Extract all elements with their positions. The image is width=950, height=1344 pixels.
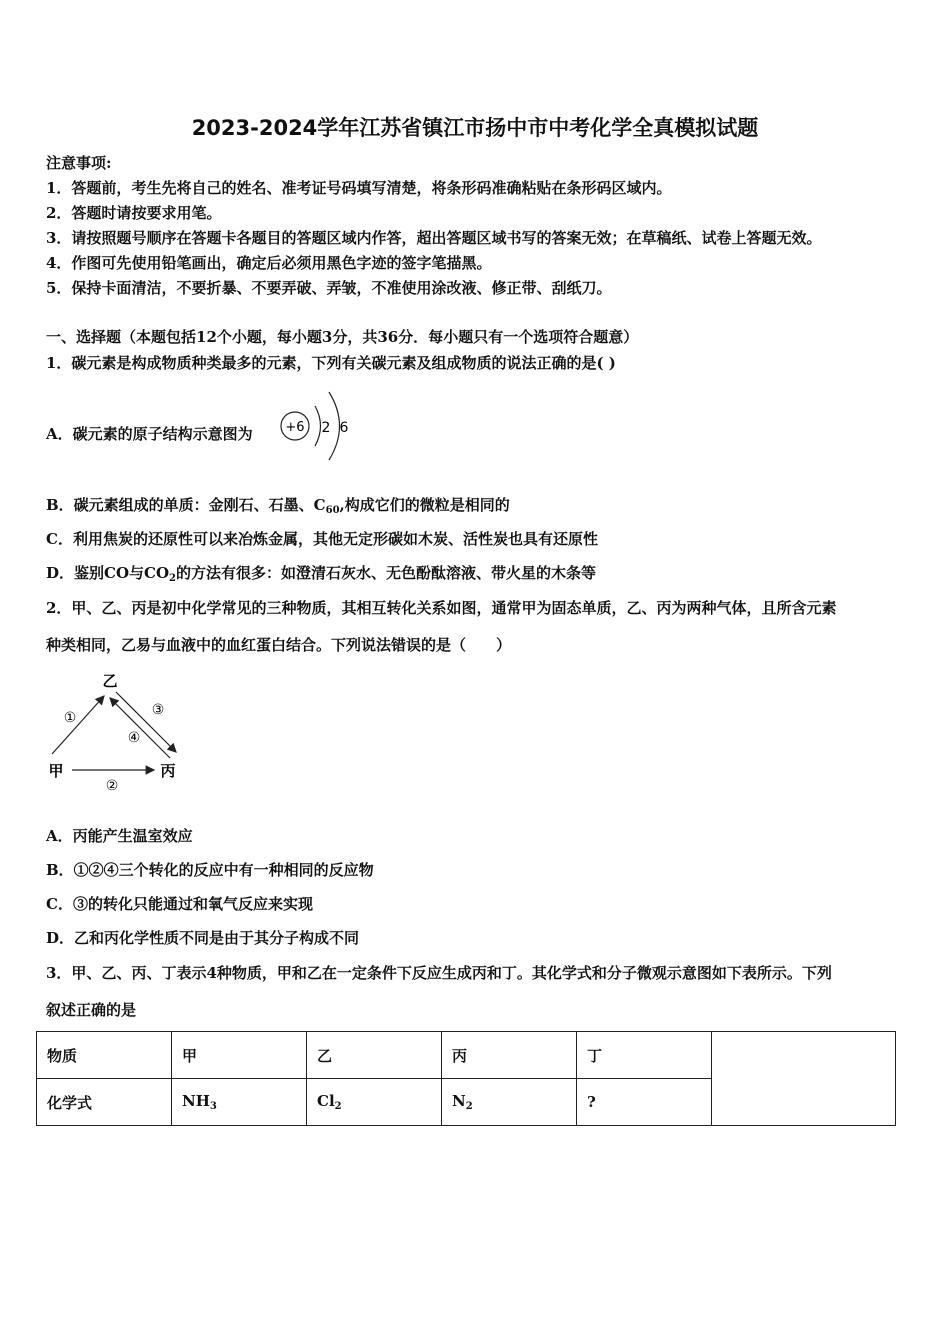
q2-stem-line2: 种类相同，乙易与血液中的血红蛋白结合。下列说法错误的是（ ） <box>46 636 512 654</box>
notice-item: 5．保持卡面清洁，不要折暴、不要弄破、弄皱，不准使用涂改液、修正带、刮纸刀。 <box>46 279 612 297</box>
q3-stem-line1: 3．甲、乙、丙、丁表示4种物质，甲和乙在一定条件下反应生成丙和丁。其化学式和分子微观示意图如下表所示。下列 <box>46 964 832 982</box>
label-3: ③ <box>151 702 165 718</box>
table-cell: 丙 <box>442 1032 577 1079</box>
q1-option-d <box>46 562 596 584</box>
formula: Cl <box>317 1092 335 1110</box>
q1-option-a: A．碳元素的原子结构示意图为 <box>46 425 253 443</box>
section-heading: 一、选择题（本题包括12个小题，每小题3分，共36分．每小题只有一个选项符合题意） <box>46 328 639 346</box>
table-cell: 化学式 <box>37 1079 172 1126</box>
formula-subscript: 3 <box>209 1101 217 1112</box>
formula: NH <box>182 1092 210 1110</box>
table-row <box>37 1032 896 1079</box>
q1-d-subscript: 2 <box>169 573 176 584</box>
table-cell: 物质 <box>37 1032 172 1079</box>
table-cell: 丁 <box>577 1032 712 1079</box>
q2-option-c: C．③的转化只能通过和氧气反应来实现 <box>46 895 313 913</box>
q1-b-subscript: 60 <box>325 505 340 516</box>
shell1-count: 2 <box>321 420 331 436</box>
carbon-atom-diagram <box>278 384 358 466</box>
notice-item: 4．作图可先使用铅笔画出，确定后必须用黑色字迹的签字笔描黑。 <box>46 254 492 272</box>
substance-table <box>36 1031 896 1126</box>
q1-b-text: B．碳元素组成的单质：金刚石、石墨、C <box>46 496 326 514</box>
arrow-3 <box>116 692 176 752</box>
q3-stem-line2: 叙述正确的是 <box>46 1001 137 1019</box>
table-cell <box>442 1079 577 1126</box>
q1-d-text-end: 的方法有很多：如澄清石灰水、无色酚酞溶液、带火星的木条等 <box>176 564 597 582</box>
page-title: 2023-2024学年江苏省镇江市扬中市中考化学全真模拟试题 <box>191 116 759 140</box>
formula-subscript: 2 <box>334 1101 342 1112</box>
electron-shell-2 <box>329 392 340 460</box>
table-cell: 甲 <box>172 1032 307 1079</box>
node-bing: 丙 <box>160 762 176 780</box>
table-cell: ? <box>577 1079 712 1126</box>
conversion-diagram <box>44 668 194 798</box>
notice-item: 1．答题前，考生先将自己的姓名、准考证号码填写清楚，将条形码准确粘贴在条形码区域内。 <box>46 179 672 197</box>
q1-option-b <box>46 494 510 516</box>
table-cell <box>172 1079 307 1126</box>
label-1: ① <box>63 710 77 726</box>
q2-option-b: B．①②④三个转化的反应中有一种相同的反应物 <box>46 861 374 879</box>
notice-item: 3．请按照题号顺序在答题卡各题目的答题区域内作答，超出答题区域书写的答案无效；在草稿纸、试卷上答题无效。 <box>46 229 822 247</box>
table-cell: 乙 <box>307 1032 442 1079</box>
table-cell <box>307 1079 442 1126</box>
shell2-count: 6 <box>339 420 349 436</box>
q1-d-text: D．鉴别CO与CO <box>46 564 170 582</box>
notice-item: 2．答题时请按要求用笔。 <box>46 204 222 222</box>
node-yi: 乙 <box>102 672 118 690</box>
q1-stem: 1．碳元素是构成物质种类最多的元素，下列有关碳元素及组成物质的说法正确的是( ) <box>46 354 616 372</box>
label-4: ④ <box>127 730 141 746</box>
notice-heading: 注意事项: <box>46 154 112 172</box>
q1-option-c: C．利用焦炭的还原性可以来冶炼金属，其他无定形碳如木炭、活性炭也具有还原性 <box>46 530 598 548</box>
q2-option-d: D．乙和丙化学性质不同是由于其分子构成不同 <box>46 929 360 947</box>
node-jia: 甲 <box>48 762 64 780</box>
q2-stem-line1: 2．甲、乙、丙是初中化学常见的三种物质，其相互转化关系如图，通常甲为固态单质，乙、丙为两种气体，且所含元素 <box>46 599 837 617</box>
q1-b-text-end: ,构成它们的微粒是相同的 <box>339 496 510 514</box>
formula-subscript: 2 <box>465 1101 473 1112</box>
label-2: ② <box>105 778 119 794</box>
q2-option-a: A．丙能产生温室效应 <box>46 827 193 845</box>
nucleus-charge: +6 <box>285 420 305 435</box>
table-image-cell <box>712 1032 896 1126</box>
arrow-1 <box>52 696 104 754</box>
electron-shell-1 <box>315 406 321 446</box>
formula: N <box>452 1092 466 1110</box>
